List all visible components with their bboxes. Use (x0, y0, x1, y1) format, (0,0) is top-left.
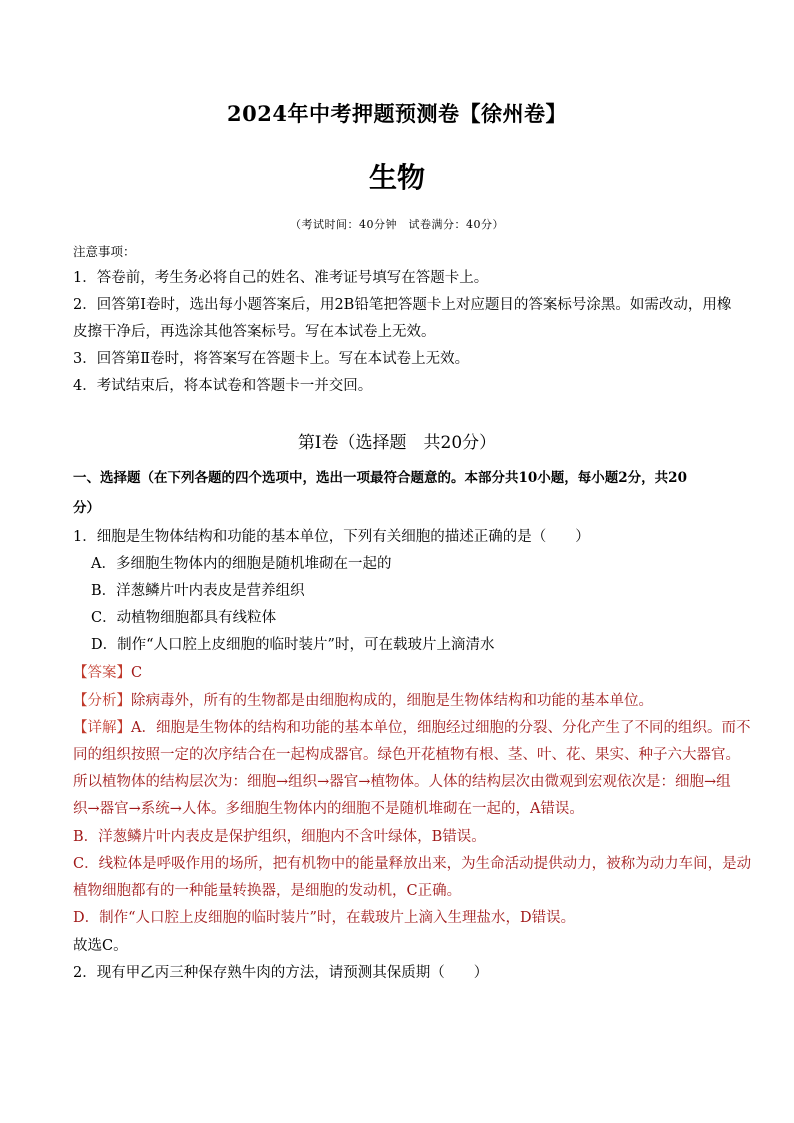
exam-title: 2024年中考押题预测卷【徐州卷】 (227, 101, 567, 126)
analysis-text: 除病毒外，所有的生物都是由细胞构成的，细胞是生物体结构和功能的基本单位。 (131, 693, 653, 709)
notice-item-2-cont: 皮擦干净后，再选涂其他答案标号。写在本试卷上无效。 (73, 324, 436, 340)
question-1-option-d: D．制作“人口腔上皮细胞的临时装片”时，可在载玻片上滴清水 (91, 637, 495, 653)
section-label: 一、选择题 (73, 470, 141, 486)
answer-label: 【答案】 (73, 665, 131, 681)
conclusion: 故选C。 (73, 938, 128, 954)
analysis-label: 【分析】 (73, 693, 131, 709)
detail-label: 【详解】 (73, 720, 131, 736)
section-instruction-text: （在下列各题的四个选项中，选出一项最符合题意的。本部分共10小题，每小题2分，共20 (140, 470, 687, 486)
detail-line-7: 植物细胞都有的一种能量转换器，是细胞的发动机，C正确。 (73, 883, 462, 899)
detail-line-6: C．线粒体是呼吸作用的场所，把有机物中的能量释放出来，为生命活动提供动力，被称为动力车间，是动 (73, 856, 752, 872)
answer-value: C (131, 665, 143, 681)
detail-line-3: 所以植物体的结构层次为：细胞→组织→器官→植物体。人体的结构层次由微观到宏观依次是：细胞→组 (73, 774, 731, 790)
section-instructions-cont (73, 495, 723, 522)
question-1-option-b: B．洋葱鳞片叶内表皮是营养组织 (91, 583, 305, 599)
subject-title: 生物 (368, 161, 425, 194)
notice-item-3: 3．回答第Ⅱ卷时，将答案写在答题卡上。写在本试卷上无效。 (73, 351, 470, 367)
section-heading: 第Ⅰ卷（选择题 共20分） (297, 433, 497, 453)
question-2-stem: 2．现有甲乙丙三种保存熟牛肉的方法，请预测其保质期（ ） (73, 965, 489, 981)
question-1-stem: 1．细胞是生物体结构和功能的基本单位，下列有关细胞的描述正确的是（ ） (73, 529, 590, 545)
section-instruction-text-2: 分） (73, 500, 100, 516)
notice-item-1: 1．答卷前，考生务必将自己的姓名、准考证号填写在答题卡上。 (73, 270, 489, 286)
exam-info: （考试时间：40分钟 试卷满分：40分） (290, 218, 504, 231)
question-1-option-c: C．动植物细胞都具有线粒体 (91, 610, 277, 626)
detail-line-8: D．制作“人口腔上皮细胞的临时装片”时，在载玻片上滴入生理盐水，D错误。 (73, 910, 576, 926)
section-instructions (73, 465, 723, 492)
question-1-option-a: A．多细胞生物体内的细胞是随机堆砌在一起的 (91, 556, 392, 572)
detail-line-4: 织→器官→系统→人体。多细胞生物体内的细胞不是随机堆砌在一起的，A错误。 (73, 801, 584, 817)
notice-heading: 注意事项： (73, 244, 136, 259)
notice-item-4: 4．考试结束后，将本试卷和答题卡一并交回。 (73, 378, 373, 394)
detail-line-5: B．洋葱鳞片叶内表皮是保护组织，细胞内不含叶绿体，B错误。 (73, 829, 486, 845)
answer-line (73, 660, 723, 687)
detail-line-2: 同的组织按照一定的次序结合在一起构成器官。绿色开花植物有根、茎、叶、花、果实、种子六大器官。 (73, 747, 740, 763)
detail-text-1: A．细胞是生物体的结构和功能的基本单位，细胞经过细胞的分裂、分化产生了不同的组织。而不 (131, 720, 751, 736)
detail-line-1 (73, 715, 751, 742)
notice-item-2: 2．回答第Ⅰ卷时，选出每小题答案后，用2B铅笔把答题卡上对应题目的答案标号涂黑。如需改动，用橡 (73, 297, 732, 313)
analysis-line (73, 688, 723, 715)
